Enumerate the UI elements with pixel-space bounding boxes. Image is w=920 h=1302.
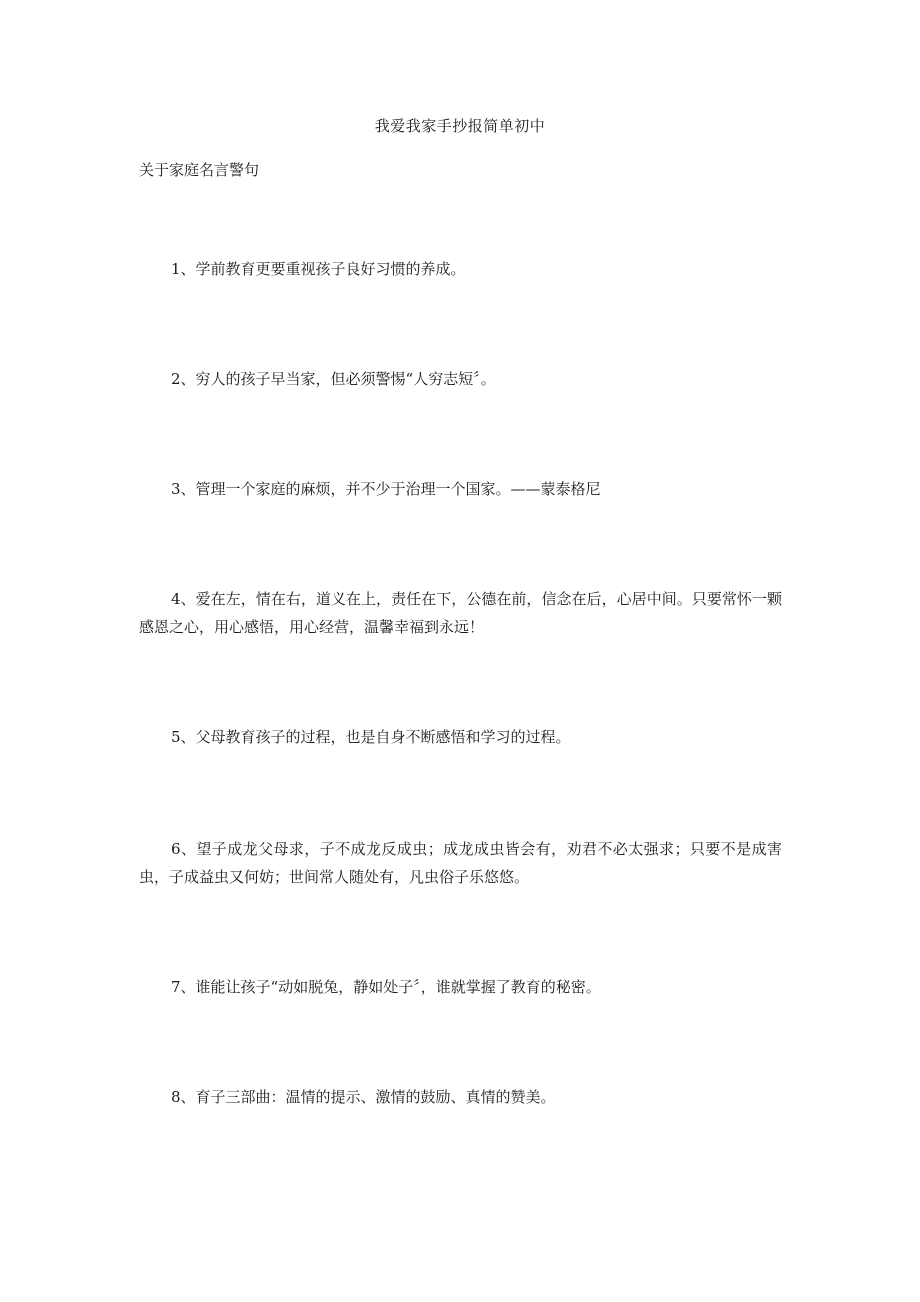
quote-paragraph-2: 2、穷人的孩子早当家，但必须警惕“人穷志短〞。 <box>171 370 496 388</box>
quote-paragraph-1: 1、学前教育更要重视孩子良好习惯的养成。 <box>171 260 466 278</box>
document-title: 我爱我家手抄报简单初中 <box>374 117 546 135</box>
quote-paragraph-5: 5、父母教育孩子的过程，也是自身不断感悟和学习的过程。 <box>171 728 571 746</box>
quote-paragraph-7: 7、谁能让孩子“动如脱兔，静如处子〞，谁就掌握了教育的秘密。 <box>171 978 601 996</box>
quote-paragraph-4: 4、爱在左，情在右，道义在上，责任在下，公德在前，信念在后，心居中间。只要常怀一颗感恩之心，用心感悟，用心经营，温馨幸福到永远！ <box>139 590 782 636</box>
quote-paragraph-3: 3、管理一个家庭的麻烦，并不少于治理一个国家。——蒙泰格尼 <box>171 480 601 498</box>
quote-paragraph-8: 8、育子三部曲：温情的提示、激情的鼓励、真情的赞美。 <box>171 1088 556 1106</box>
section-heading: 关于家庭名言警句 <box>139 161 260 179</box>
quote-paragraph-6: 6、望子成龙父母求，子不成龙反成虫；成龙成虫皆会有，劝君不必太强求；只要不是成害虫，子成益虫又何妨；世间常人随处有，凡虫俗子乐悠悠。 <box>139 840 782 886</box>
